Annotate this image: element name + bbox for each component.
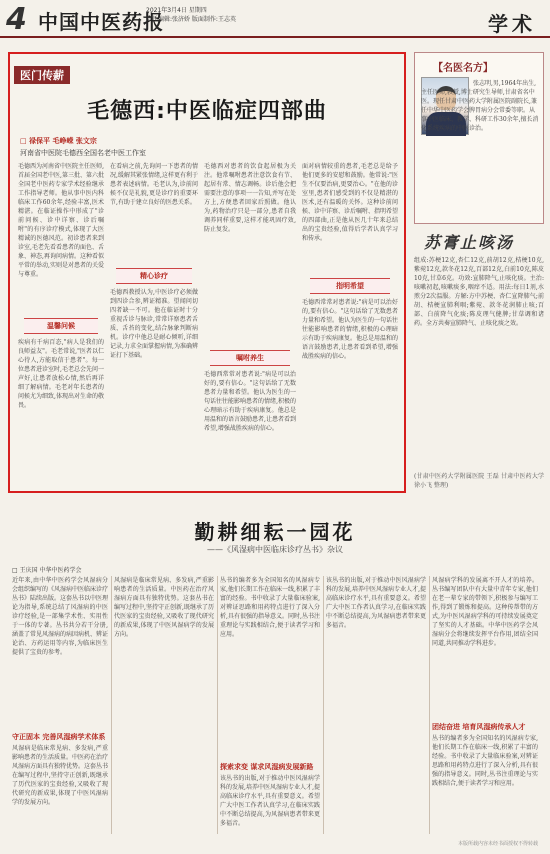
lower-col-5: 风湿病学科的发展离不开人才的培养。丛书编写团队中有大量中青年专家,他们在老一辈专家的带领下,积极参与编写工作,得到了锻炼和提高。这种传帮带的方式,为中医风湿病学科的可持续发展奠定了坚实的人才基础。中华中医药学会风湿病分会将继续发挥平台作用,团结全国同道,共同推动学科进步。 <box>432 577 538 647</box>
doctor-profile-box <box>414 52 544 224</box>
article-byline <box>20 136 146 158</box>
column-divider <box>111 576 112 834</box>
lower-col-1b: 风湿病是临床常见病、多发病,严重影响患者的生活质量。中医药在治疗风湿病方面具有独特优势。这套丛书在编写过程中,坚持守正创新,既继承了历代医家的宝贵经验,又吸收了现代研究的新成果,体现了中医风湿病学的发展方向。 <box>12 745 108 806</box>
author-unit: 河南省中医院毛德西全国名老中医工作室 <box>20 149 146 157</box>
column-divider <box>323 576 324 834</box>
lower-col-2: 风湿病是临床常见病、多发病,严重影响患者的生活质量。中医药在治疗风湿病方面具有独特优势。这套丛书在编写过程中,坚持守正创新,既继承了历代医家的宝贵经验,又吸收了现代研究的新成果,体现了中医风湿病学的发展方向。 <box>114 577 214 638</box>
editor-credits: 责任编辑:张济娇 版面制作:王志英 <box>146 16 236 23</box>
formula-source: (甘肃中医药大学附属医院 王磊 甘肃中医药大学 徐小飞 整理) <box>414 473 544 489</box>
feature-col-4b: 毛德西常常对患者说:"病是可以治好的,要有信心。"这句话给了无数患者力量和希望。他认为医生的一句话往往能影响患者的情绪,积极的心理暗示有助于疾病康复。他总是用温和的语言鼓励患者,让患者看到希望,增强战胜疾病的信心。 <box>302 299 398 360</box>
subhead-greeting: 温馨问候 <box>24 318 98 334</box>
famous-doctor-column <box>414 52 544 493</box>
subhead-diagnosis: 精心诊疗 <box>116 268 192 284</box>
issue-meta <box>146 6 236 24</box>
subhead-advice: 嘱咐养生 <box>210 350 290 366</box>
lower-subtitle: ——《风湿病中医临床诊疗丛书》杂议 <box>207 545 343 554</box>
profile-box-title: 【名医名方】 <box>433 63 493 74</box>
feature-col-2: 在看病之前,先询问一下患者的情况,缓解其紧张情绪,这样更有利于患者表述病情。毛老认为,诊前问候不仅是礼貌,更是诊疗的重要环节,有助于建立良好的医患关系。 <box>110 163 198 206</box>
doctor-bio: 张志明,男,1964年出生,主任医师,教授,博士研究生导师,甘肃省名中医。现任甘肃中医药大学附属医院副院长,兼任中华中医药学会脾胃病分会常委等职。从事中医临床、教学、科研工作30余年,擅长消化系统疾病的中医诊治。 <box>421 80 539 132</box>
feature-col-4: 面对病情较重的患者,毛老总是给予他们更多的安慰和鼓励。他常说:"医生不仅要治病,更要治心。"在他的诊室里,患者们感受到的不仅是精湛的医术,还有温暖的关怀。这种诊前问候、诊中详察、诊后嘱咐、指明希望的四部曲,正是他从医几十年来总结出的宝贵经验,值得后学者认真学习和传承。 <box>302 163 398 242</box>
subhead-hope: 指明希望 <box>310 278 390 294</box>
lower-col-5b: 丛书的编者多为全国知名的风湿病专家,他们长期工作在临床一线,积累了丰富的经验。书中收录了大量临床验案,对辨证思路和用药特点进行了深入分析,具有很强的指导意义。同时,丛书注重理论与实践相结合,便于读者学习和应用。 <box>432 735 538 787</box>
issue-date: 2021年3月4日 星期四 <box>146 7 207 14</box>
formula-text: 组成:苏梗12克,杏仁12克,前胡12克,桔梗10克,紫菀12克,款冬花12克,百部12克,白前10克,陈皮10克,甘草6克。功效:宣肺降气,止咳化痰。主治:咳嗽初起,咳嗽痰多,咽痒不适。用法:每日1剂,水煎分2次温服。方解:方中苏梗、杏仁宣降肺气;前胡、桔梗宣肺利咽;紫菀、款冬花润肺止咳;百部、白前降气化痰;陈皮理气健脾;甘草调和诸药。全方共奏宣肺降气、止咳化痰之效。 <box>414 257 544 327</box>
column-kicker: 医门传薪 <box>14 66 70 84</box>
author-names: □ 禄保平 毛峥嵘 张文宗 <box>20 137 97 145</box>
lower-col-3: 丛书的编者多为全国知名的风湿病专家,他们长期工作在临床一线,积累了丰富的经验。书中收录了大量临床验案,对辨证思路和用药特点进行了深入分析,具有很强的指导意义。同时,丛书注重理论与实践相结合,便于读者学习和应用。 <box>220 577 320 638</box>
section-title: 学术 <box>488 12 536 36</box>
lower-subhead-2: 探索求变 谋求风湿病发展新路 <box>220 762 314 771</box>
lower-subhead-3: 团结奋进 培育风湿病传承人才 <box>432 722 526 731</box>
lower-col-3b: 该丛书的出版,对于推动中医风湿病学科的发展,培养中医风湿病专业人才,提高临床诊疗水平,具有重要意义。希望广大中医工作者认真学习,在临床实践中不断总结提高,为风湿病患者带来更多福音。 <box>220 775 320 827</box>
formula-title: 苏膏止咳汤 <box>424 233 515 252</box>
column-divider <box>217 576 218 834</box>
lower-col-4: 该丛书的出版,对于推动中医风湿病学科的发展,培养中医风湿病专业人才,提高临床诊疗水平,具有重要意义。希望广大中医工作者认真学习,在临床实践中不断总结提高,为风湿病患者带来更多福音。 <box>326 577 426 629</box>
lower-byline: □ 王庆国 中华中医药学会 <box>12 567 82 574</box>
feature-col-1: 毛德西为河南省中医院主任医师,首届全国老中医,第三批、第六批全国老中医药专家学术经验继承工作指导老师。他从事中医内科临床工作60余年,经验丰富,医术精湛。在临证操作中形成了"诊前问候、诊中详察、诊后嘱咐"的有序诊疗模式,体现了大医精诚的医德风范。初诊患者来到诊室,毛老先看看患者的面色、舌象、神态,再询问病情。这种看似平常的举动,实则是对患者的关爱与尊重。 <box>18 163 104 278</box>
masthead <box>0 0 550 38</box>
feature-col-1b: 疾病有千病百态,"病人是我们的良师益友"。毛老常说,"医者以仁心待人,方能取信于患者"。每一位患者进诊室时,毛老总会先问一声好,让患者放松心情,然后再详细了解病情。毛老对年长患者的问候尤为细致,体现出对生命的敬畏。 <box>18 339 104 409</box>
article-headline: 毛德西:中医临症四部曲 <box>87 99 327 124</box>
feature-col-2b: 毛德西教授认为,中医诊疗必须做到四诊合参,辨证精准。望闻问切四者缺一不可。他在临证时十分重视舌诊与脉诊,常常详察患者舌质、舌苔的变化,结合脉象判断病机。诊疗中他总是耐心倾听,详细记录,力求全面掌握病情,为准确辨证打下基础。 <box>110 289 198 359</box>
page-number: 4 <box>6 2 27 37</box>
lower-headline: 勤耕细耘一园花 <box>194 520 356 544</box>
column-divider <box>429 576 430 834</box>
feature-col-3: 毛德西对患者的饮食起居极为关注。他常嘱咐患者注意饮食有节、起居有常、情志调畅。诊后他会把需要注意的事项一一告知,并写在处方上,方便患者回家后照做。他认为,药物治疗只是一部分,患者自我调养同样重要,这样才能巩固疗效,防止复发。 <box>204 163 296 233</box>
lower-col-1: 近年来,由中华中医药学会风湿病分会组织编写的《风湿病中医临床诊疗丛书》陆续出版。这套丛书以中医理论为指导,系统总结了风湿病的中医诊疗经验,是一部集学术性、实用性于一体的专著。丛书共分若干分册,涵盖了常见风湿病的病因病机、辨证论治、方药运用等内容,为临床医生提供了宝贵的参考。 <box>12 577 108 656</box>
feature-col-3b: 毛德西常常对患者说:"病是可以治好的,要有信心。"这句话给了无数患者力量和希望。他认为医生的一句话往往能影响患者的情绪,积极的心理暗示有助于疾病康复。他总是用温和的语言鼓励患者,让患者看到希望,增强战胜疾病的信心。 <box>204 371 296 432</box>
page-footer: 本版所载内容未经书面授权不得转载 <box>457 841 538 847</box>
newspaper-logo: 中国中医药报 <box>38 10 164 34</box>
lower-subhead-1: 守正固本 完善风湿病学术体系 <box>12 732 106 741</box>
feature-article <box>8 52 406 493</box>
